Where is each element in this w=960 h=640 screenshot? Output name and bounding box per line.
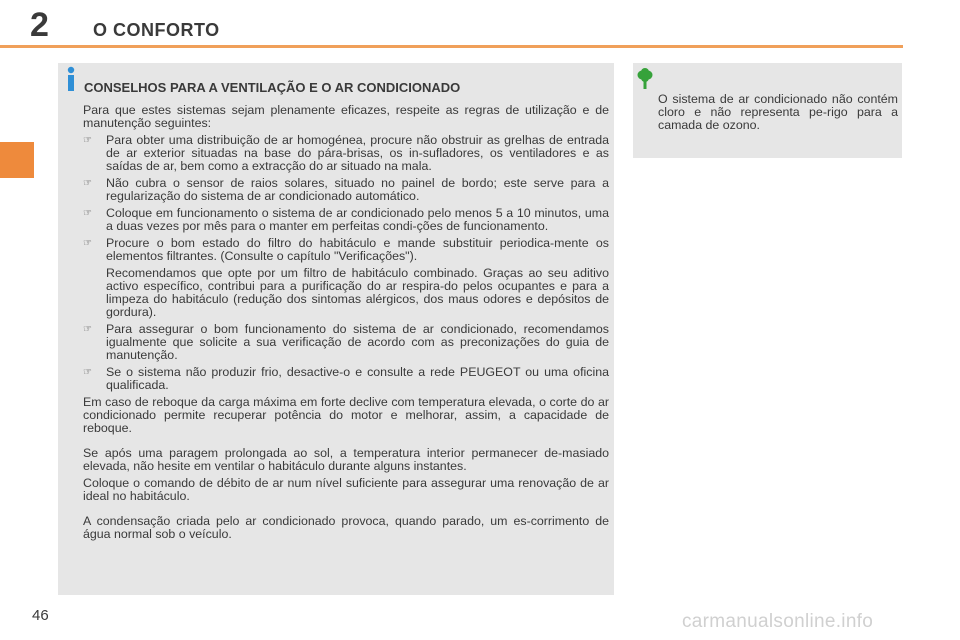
page-number: 46 xyxy=(32,607,49,624)
pointing-hand-icon: ☞ xyxy=(83,238,92,249)
list-item: ☞ Para obter uma distribuição de ar homogénea, procure não obstruir as grelhas de entrada de ar exterior situadas na base do pára-brisas, os in-sufladores, os ventiladores e as saídas de ar, bem como a extracção do ar situado na mala. xyxy=(83,133,609,173)
condensation-paragraph: A condensação criada pelo ar condicionado provoca, quando parado, um es-corrimento de água normal sob o veículo. xyxy=(83,514,609,541)
list-item: ☞ Procure o bom estado do filtro do habitáculo e mande substituir periodica-mente os elementos filtrantes. (Consulte o capítulo "Verificações"). xyxy=(83,236,609,263)
info-icon xyxy=(64,66,78,92)
pointing-hand-icon: ☞ xyxy=(83,367,92,378)
section-title: CONSELHOS PARA A VENTILAÇÃO E O AR CONDICIONADO xyxy=(84,80,461,95)
eco-note-text: O sistema de ar condicionado não contém cloro e não representa pe-rigo para a camada de ozono. xyxy=(658,92,898,132)
list-item: ☞ Coloque em funcionamento o sistema de ar condicionado pelo menos 5 a 10 minutos, uma a duas vezes por mês para o manter em perfeitas condi-ções de funcionamento. xyxy=(83,206,609,233)
list-item: ☞ Não cubra o sensor de raios solares, situado no painel de bordo; este serve para a regularização do sistema de ar condicionado automático. xyxy=(83,176,609,203)
chapter-title: O CONFORTO xyxy=(93,20,220,40)
list-item: ☞ Se o sistema não produzir frio, desactive-o e consulte a rede PEUGEOT ou uma oficina qualificada. xyxy=(83,365,609,392)
pointing-hand-icon: ☞ xyxy=(83,178,92,189)
sun-parking-paragraph: Se após uma paragem prolongada ao sol, a temperatura interior permanecer de-masiado elevada, não hesite em ventilar o habitáculo durante alguns instantes. xyxy=(83,446,609,473)
pointing-hand-icon: ☞ xyxy=(83,208,92,219)
advice-body xyxy=(83,104,609,541)
watermark: carmanualsonline.info xyxy=(682,611,874,632)
chapter-tab-marker xyxy=(0,142,34,178)
airflow-paragraph: Coloque o comando de débito de ar num nível suficiente para assegurar uma renovação de ar ideal no habitáculo. xyxy=(83,476,609,503)
pointing-hand-icon: ☞ xyxy=(83,324,92,335)
towing-paragraph: Em caso de reboque da carga máxima em forte declive com temperatura elevada, o corte do ar condicionado permite recuperar potência do motor e melhorar, assim, a capacidade de reboque. xyxy=(83,395,609,435)
list-item: ☞ Para assegurar o bom funcionamento do sistema de ar condicionado, recomendamos igualmente que solicite a sua verificação de acordo com as preconizações do guia de manutenção. xyxy=(83,322,609,362)
pointing-hand-icon: ☞ xyxy=(83,135,92,146)
intro-paragraph: Para que estes sistemas sejam plenamente eficazes, respeite as regras de utilização e de manutenção seguintes: xyxy=(83,103,609,130)
filter-recommendation: Recomendamos que opte por um filtro de habitáculo combinado. Graças ao seu aditivo activo específico, contribui para a purificação do ar respira-do pelos ocupantes e para a limpeza do habitáculo (redução dos sintomas alérgicos, dos maus odores e depósitos de gordura). xyxy=(106,266,609,319)
chapter-number: 2 xyxy=(30,6,49,44)
header-divider xyxy=(0,45,903,48)
tree-icon xyxy=(636,68,654,90)
